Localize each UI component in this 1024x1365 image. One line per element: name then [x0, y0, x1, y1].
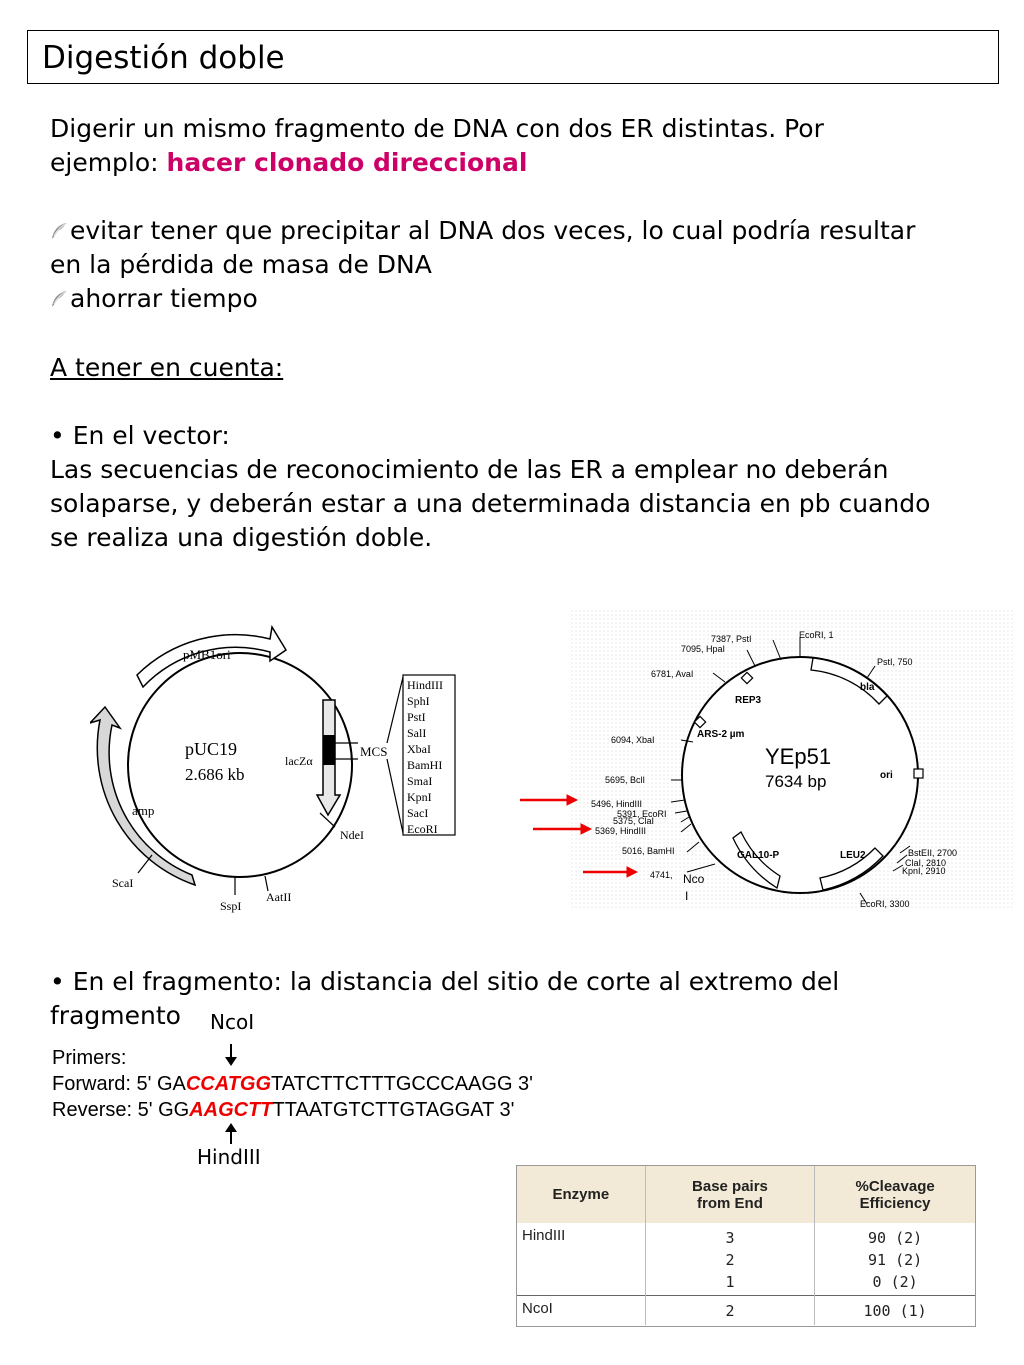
reverse-prefix: Reverse: 5' GG: [52, 1099, 190, 1121]
site-label: 5695, BclI: [605, 775, 646, 785]
efficiency-cell: 100 (1): [863, 1301, 927, 1320]
efficiency-cell: [815, 1223, 975, 1295]
nco-label-2: I: [685, 889, 689, 903]
forward-rest: TATCTTCTTTGCCCAAGG 3': [271, 1073, 533, 1095]
lacz-label: lacZα: [285, 754, 313, 768]
bullet-1-line-1: evitar tener que precipitar al DNA dos veces, lo cual podría resultar: [70, 216, 916, 245]
cleavage-table: [516, 1165, 976, 1327]
site-label: 6094, XbaI: [611, 735, 655, 745]
puc19-map: [90, 625, 470, 920]
ndei-label: NdeI: [340, 828, 364, 842]
efficiency-value: 90 (2): [868, 1229, 923, 1247]
site-label: PstI, 750: [877, 657, 913, 667]
intro-line-1: Digerir un mismo fragmento de DNA con dos ER distintas. Por: [50, 114, 824, 143]
site-label: 5369, HindIII: [595, 826, 647, 836]
yep51-size: 7634 bp: [765, 772, 827, 791]
puc19-size: 2.686 kb: [185, 765, 245, 784]
sspi-label: SspI: [220, 899, 242, 913]
leu2-label: LEU2: [840, 850, 866, 861]
mcs-block: [323, 735, 335, 765]
forward-primer: [52, 1071, 533, 1097]
mcs-site: SmaI: [407, 774, 433, 788]
aatii-label: AatII: [266, 890, 292, 904]
reverse-rest: TTAATGTCTTGTAGGAT 3': [272, 1099, 515, 1121]
site-label: EcoRI, 3300: [860, 899, 910, 909]
mcs-site: XbaI: [407, 742, 431, 756]
site-label: 7095, HpaI: [681, 644, 726, 654]
title-box: [27, 30, 999, 84]
header-bp: Base pairs from End: [645, 1166, 814, 1223]
vector-line-1: Las secuencias de reconocimiento de las ER a emplear no deberán: [50, 455, 889, 484]
intro-prefix: ejemplo:: [50, 148, 167, 177]
efficiency-value: 0 (2): [872, 1273, 918, 1291]
mcs-site: SacI: [407, 806, 429, 820]
mcs-site: HindIII: [407, 678, 443, 692]
bp-value: 1: [725, 1273, 735, 1291]
yep51-name: YEp51: [765, 744, 832, 769]
table-row: [517, 1223, 975, 1295]
site-label: 6781, AvaI: [651, 669, 694, 679]
bullet-1-line-2: en la pérdida de masa de DNA: [50, 250, 432, 279]
site-label: 5391, EcoRI: [617, 809, 667, 819]
puc19-name: pUC19: [185, 739, 238, 759]
nco-label: Nco: [683, 872, 705, 886]
bp-value: 3: [725, 1229, 735, 1247]
reverse-site: AAGCTT: [189, 1099, 273, 1121]
mcs-site: EcoRI: [407, 822, 438, 836]
site-label: 5496, HindIII: [591, 799, 643, 809]
ori-feature-label: ori: [880, 770, 893, 781]
site-label: BstEII, 2700: [908, 848, 958, 858]
fragment-line-1: • En el fragmento: la distancia del sitio de corte al extremo del: [50, 967, 840, 996]
bp-cell: [645, 1223, 814, 1295]
bp-cell: 2: [645, 1295, 814, 1325]
mcs-site: SalI: [407, 726, 427, 740]
bla-label: bla: [860, 682, 875, 693]
site-label: 5016, BamHI: [622, 846, 675, 856]
scai-label: ScaI: [112, 876, 134, 890]
site-label: 7387, PstI: [711, 634, 752, 644]
bullet-1: [50, 214, 915, 248]
mcs-label: MCS: [360, 744, 388, 759]
mcs-site: PstI: [407, 710, 426, 724]
intro-line-2: [50, 146, 527, 180]
forward-prefix: Forward: 5' GA: [52, 1073, 186, 1095]
table-row: [517, 1295, 975, 1325]
header-efficiency: %Cleavage Efficiency: [815, 1166, 975, 1223]
site-label: EcoRI, 1: [799, 630, 834, 640]
forward-site: CCATGG: [185, 1073, 272, 1095]
up-arrow-icon: [224, 1122, 238, 1144]
vector-heading: • En el vector:: [50, 421, 230, 450]
page-title: Digestión doble: [42, 40, 285, 76]
site-label: 4741,: [650, 870, 673, 880]
hindiii-annotation: HindIII: [197, 1145, 261, 1169]
feather-bullet-icon: [50, 289, 68, 309]
yep51-map: [515, 610, 1015, 915]
bullet-2-text: ahorrar tiempo: [70, 284, 258, 313]
vector-line-3: se realiza una digestión doble.: [50, 523, 433, 552]
gal10-label: GAL10-P: [737, 850, 780, 861]
site-label: KpnI, 2910: [902, 866, 946, 876]
amp-label: amp: [132, 803, 155, 818]
site-label: 5375, ClaI: [613, 816, 655, 826]
primers-heading: Primers:: [52, 1047, 127, 1069]
ori-label: pMB1ori: [183, 647, 231, 662]
efficiency-value: 91 (2): [868, 1251, 923, 1269]
mcs-site: SphI: [407, 694, 430, 708]
vector-line-2: solaparse, y deberán estar a una determinada distancia en pb cuando: [50, 489, 931, 518]
intro-highlight: hacer clonado direccional: [166, 148, 528, 177]
header-enzyme: Enzyme: [517, 1166, 645, 1223]
ncoi-annotation: NcoI: [210, 1010, 255, 1034]
ars-label: ARS-2 µm: [697, 729, 745, 740]
enzyme-cell: NcoI: [517, 1295, 645, 1325]
enzyme-cell: HindIII: [517, 1223, 645, 1295]
mcs-site: KpnI: [407, 790, 432, 804]
mcs-site: BamHI: [407, 758, 443, 772]
bullet-2: [50, 282, 258, 316]
fragment-line-2: fragmento: [50, 1001, 181, 1030]
down-arrow-icon: [224, 1042, 238, 1068]
reverse-primer: [52, 1097, 515, 1123]
bp-value: 2: [725, 1251, 735, 1269]
rep3-label: REP3: [735, 695, 762, 706]
notes-heading: A tener en cuenta:: [50, 353, 284, 382]
feather-bullet-icon: [50, 221, 68, 241]
site-label: ClaI, 2810: [905, 858, 947, 868]
